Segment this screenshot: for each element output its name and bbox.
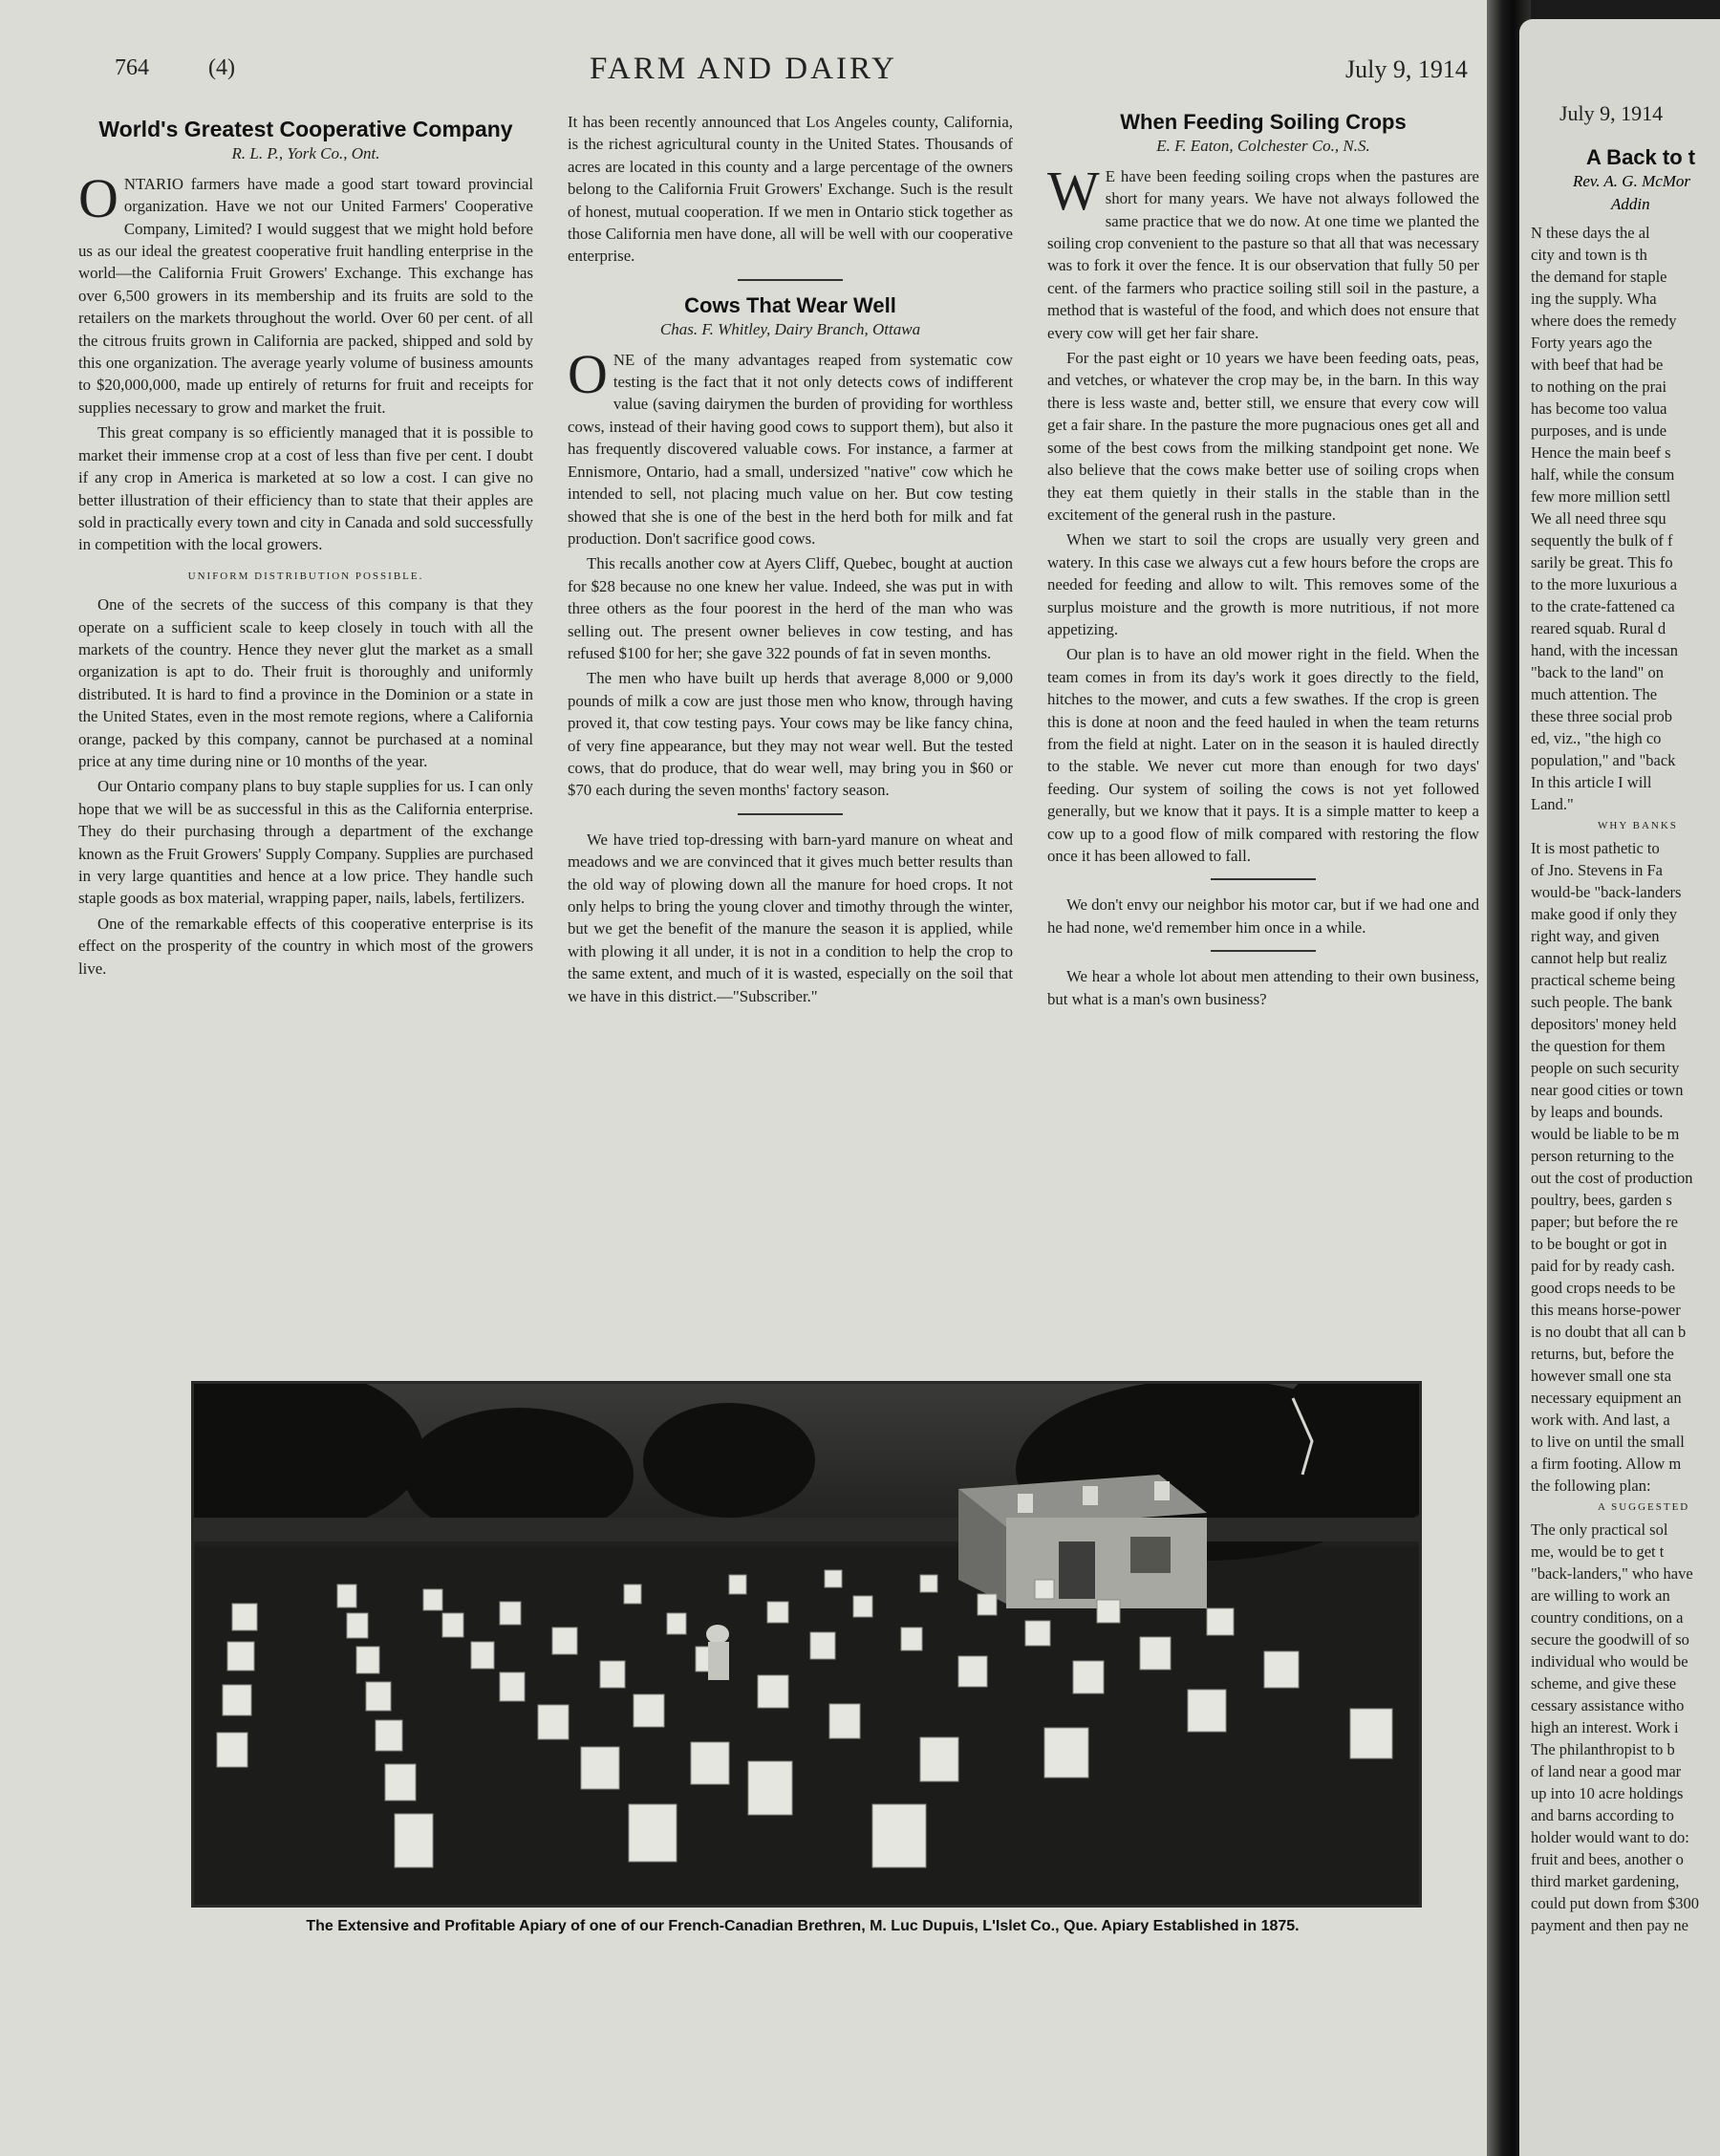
article-paragraph: Our Ontario company plans to buy staple supplies for us. I can only hope that we will be as successful in this as the California enterprise. They do their purchasing through a department of the exchange known as the Fruit Growers' Supply Company. Supplies are purchased in very large quantities and hence at a low price. They handle such staple goods as box material, wrapping paper, nails, labels, fertilizers. bbox=[78, 777, 533, 908]
right-article-line: It is most pathetic to bbox=[1531, 839, 1660, 857]
divider bbox=[1211, 878, 1316, 880]
right-article-line: We all need three squ bbox=[1531, 509, 1666, 528]
divider bbox=[738, 813, 843, 815]
right-article-line: sarily be great. This fo bbox=[1531, 553, 1673, 571]
right-article-line: and barns according to bbox=[1531, 1806, 1674, 1824]
right-article-line: the demand for staple bbox=[1531, 268, 1667, 286]
right-article-line: Forty years ago the bbox=[1531, 334, 1652, 352]
right-article-line: to the more luxurious a bbox=[1531, 575, 1678, 593]
section-subhead: UNIFORM DISTRIBUTION POSSIBLE. bbox=[187, 570, 424, 582]
right-article-line: individual who would be bbox=[1531, 1652, 1688, 1671]
right-article-line: "back to the land" on bbox=[1531, 663, 1665, 681]
section-number: (4) bbox=[208, 55, 235, 80]
right-article-line: to nothing on the prai bbox=[1531, 377, 1667, 396]
photo-caption: The Extensive and Profitable Apiary of one of our French-Canadian Brethren, M. Luc Dupuis, L'Islet Co., Que. Apiary Established in 1875. bbox=[306, 1918, 1300, 1934]
apiary-photo-drawing bbox=[194, 1384, 1419, 1905]
right-article-line: city and town is th bbox=[1531, 246, 1647, 264]
article-paragraph: One of the secrets of the success of this company is that they operate on a sufficient scale to keep closely in touch with all the markets of the country. Hence they never glut the market as a small organization is apt to do. Their fruit is thoroughly and uniformly distributed. It is hard to find a province in the Dominion or a state in the United States, even in the most remote regions, where a California orange, packed by this company, cannot be purchased at a nominal price at any time during nine or 10 months of the year. bbox=[78, 595, 533, 770]
article-paragraph: For the past eight or 10 years we have been feeding oats, peas, and vetches, or whatever the crop may be, in the barn. In this way there is less waste and, better still, we ensure that every cow will get a fair share. In the pasture the more pugnacious ones get all and some of the best cows from the milking standpoint get none. We also believe that the cows make better use of soiling crops when they eat them quietly in their stalls in the stable than in the excitement of the general rush in the pasture. bbox=[1047, 349, 1479, 524]
right-article-line: person returning to the bbox=[1531, 1147, 1674, 1165]
right-article-line: such people. The bank bbox=[1531, 993, 1673, 1011]
right-article-line: necessary equipment an bbox=[1531, 1389, 1682, 1407]
right-article-line: is no doubt that all can b bbox=[1531, 1323, 1687, 1341]
right-article-line: ing the supply. Wha bbox=[1531, 290, 1657, 308]
right-article-line: sequently the bulk of f bbox=[1531, 531, 1673, 550]
right-article-line: to be bought or got in bbox=[1531, 1235, 1667, 1253]
right-article-line: returns, but, before the bbox=[1531, 1345, 1674, 1363]
right-article-line: make good if only they bbox=[1531, 905, 1678, 923]
right-article-line: depositors' money held bbox=[1531, 1015, 1677, 1033]
right-article-line: could put down from $300 bbox=[1531, 1894, 1699, 1912]
article-paragraph: ONE of the many advantages reaped from systematic cow testing is the fact that it not only detects cows of indifferent value (saving dairymen the burden of providing for worthless cows, instead of their having good cows to support them), but also it has frequently discovered valuable cows. For instance, a farmer at Ennismore, Ontario, had a small, undersized "native" cow which he intended to sell, not placing much value on her. But cow testing showed that she is one of the best in the herd both for milk and fat production. Don't sacrifice good cows. bbox=[568, 342, 1013, 548]
right-article-line: these three social prob bbox=[1531, 707, 1672, 725]
right-article-line: In this article I will bbox=[1531, 773, 1652, 791]
article-paragraph: We hear a whole lot about men attending to their own business, but what is a man's own business? bbox=[1047, 967, 1479, 1008]
article-byline: E. F. Eaton, Colchester Co., N.S. bbox=[1156, 137, 1370, 156]
right-article-line: to live on until the small bbox=[1531, 1433, 1685, 1451]
right-article-line: hand, with the incessan bbox=[1531, 641, 1678, 659]
right-article-line: purposes, and is unde bbox=[1531, 421, 1667, 440]
right-article-line: a firm footing. Allow m bbox=[1531, 1455, 1682, 1473]
article-paragraph: W E have been feeding soiling crops when the pastures are short for many years. We have not always followed the same practice that we do now. At one time we planted the soiling crop convenient to the pasture so that all that was necessary was to fork it over the fence. It is our observation that fully 50 per cent. of the farmers who practice soiling still soil in the pasture, a method that is wasteful of the food, and which does not ensure that every cow will get her fair share. bbox=[1047, 159, 1479, 342]
right-article-line: with beef that had be bbox=[1531, 356, 1664, 374]
right-article-line: would be liable to be m bbox=[1531, 1125, 1680, 1143]
right-article-line: Hence the main beef s bbox=[1531, 443, 1671, 462]
page-number: 764 bbox=[115, 55, 149, 80]
right-article-line: to the crate-fattened ca bbox=[1531, 597, 1675, 615]
right-article-line: poultry, bees, garden s bbox=[1531, 1191, 1672, 1209]
wooden-shed bbox=[958, 1475, 1207, 1608]
right-article-title: A Back to t bbox=[1586, 145, 1696, 169]
right-article-line: holder would want to do: bbox=[1531, 1828, 1689, 1846]
article-paragraph: ONTARIO farmers have made a good start toward provincial organization. Have we not our United Farmers' Cooperative Company, Limited? I would suggest that we might hold before us as our ideal the greatest cooperative fruit handling enterprise in the world—the California Fruit Growers' Exchange. This exchange has over 6,500 growers in its membership and its fruits are sold to the retailers on the markets throughout the world. Over 60 per cent. of all the citrous fruits grown in California are packed, shipped and sold by this one organization. The average yearly volume of business amounts to $20,000,000, made up entirely of returns for fruit and receipts for supplies necessary to grow and market the fruit. bbox=[78, 166, 533, 417]
right-article-line: few more million settl bbox=[1531, 487, 1671, 506]
article-paragraph: When we start to soil the crops are usually very green and watery. In this case we always cut a few hours before the crops are needed for feeding and allow to wilt. This removes some of the surplus moisture and the growth is more nutritious, if not more appetizing. bbox=[1047, 530, 1479, 638]
right-article-line: much attention. The bbox=[1531, 685, 1658, 703]
right-article-line: of Jno. Stevens in Fa bbox=[1531, 861, 1663, 879]
right-article-line: scheme, and give these bbox=[1531, 1674, 1677, 1692]
drop-cap: O bbox=[568, 342, 608, 405]
right-article-line: paper; but before the re bbox=[1531, 1213, 1678, 1231]
right-article-line: the question for them bbox=[1531, 1037, 1666, 1055]
right-article-line: are willing to work an bbox=[1531, 1586, 1670, 1605]
beekeeper-figure bbox=[706, 1625, 729, 1680]
right-article-byline: Rev. A. G. McMor bbox=[1573, 172, 1691, 190]
article-paragraph: It has been recently announced that Los Angeles county, California, is the richest agricultural county in the United States. Thousands of acres are located in this county and a large percentage of the owners belong to the California Fruit Growers' Exchange. Such is the result of honest, mutual cooperation. If we men in Ontario stick together as those California men have done, all will be well with our cooperative enterprise. bbox=[568, 113, 1013, 266]
right-article-line: near good cities or town bbox=[1531, 1081, 1684, 1099]
article-byline: Chas. F. Whitley, Dairy Branch, Ottawa bbox=[659, 320, 921, 339]
right-article-line: "back-landers," who have bbox=[1531, 1564, 1693, 1583]
right-article-line: good crops needs to be bbox=[1531, 1279, 1676, 1297]
right-article-line: cessary assistance witho bbox=[1531, 1696, 1685, 1714]
right-article-text bbox=[1531, 222, 1720, 1936]
right-article-line: right way, and given bbox=[1531, 927, 1660, 945]
right-article-line: the following plan: bbox=[1531, 1477, 1651, 1495]
right-article-line: where does the remedy bbox=[1531, 312, 1677, 330]
right-article-line: has become too valua bbox=[1531, 399, 1667, 418]
right-article-line: payment and then pay ne bbox=[1531, 1916, 1688, 1934]
right-article-line: by leaps and bounds. bbox=[1531, 1103, 1664, 1121]
article-paragraph: Our plan is to have an old mower right in the field. When the team comes in from its day's work it goes directly to the field, hitches to the mower, and cuts a few swathes. If the crop is green this is done at noon and the feed hauled in when the team returns from the field at night. Later on in the season it is hauled directly to the stable. We never cut more than enough for two days' feeding. Our system of soiling the cows is not yet followed generally, but we know that it pays. It is a simple matter to keep a cow up to a good flow of milk compared with restoring the flow once it has been allowed to fall. bbox=[1047, 645, 1479, 865]
right-article-line: practical scheme being bbox=[1531, 971, 1676, 989]
right-article-byline-2: Addin bbox=[1611, 195, 1650, 213]
right-article-line: me, would be to get t bbox=[1531, 1542, 1665, 1561]
article-paragraph: The men who have built up herds that average 8,000 or 9,000 pounds of milk a cow are just those men who know, through having proved it, that cow testing pays. Your cows may be like fancy china, of very fine appearance, but they may not wear well. But the tested cows, that do produce, that do wear well, may bring you in $60 or $70 each during the seven months' factory season. bbox=[568, 669, 1013, 800]
issue-date: July 9, 1914 bbox=[1345, 55, 1468, 83]
right-article-line: work with. And last, a bbox=[1531, 1411, 1670, 1429]
right-article-line: Land." bbox=[1531, 795, 1574, 813]
right-article-line: cannot help but realiz bbox=[1531, 949, 1667, 967]
right-article-line: third market gardening, bbox=[1531, 1872, 1680, 1890]
column-2 bbox=[568, 111, 1013, 1010]
divider bbox=[1211, 950, 1316, 952]
right-article-line: secure the goodwill of so bbox=[1531, 1630, 1689, 1649]
column-3 bbox=[1047, 103, 1479, 1013]
right-article-line: N these days the al bbox=[1531, 224, 1650, 242]
article-byline: R. L. P., York Co., Ont. bbox=[231, 144, 380, 163]
article-paragraph: One of the remarkable effects of this cooperative enterprise is its effect on the prosperity of the country in which most of the growers live. bbox=[78, 914, 533, 978]
right-article-line: would-be "back-landers bbox=[1531, 883, 1682, 901]
right-article-line: paid for by ready cash. bbox=[1531, 1257, 1675, 1275]
right-article-line: however small one sta bbox=[1531, 1367, 1672, 1385]
right-article-line: out the cost of production bbox=[1531, 1169, 1693, 1187]
article-title: When Feeding Soiling Crops bbox=[1120, 110, 1407, 134]
right-article-line: up into 10 acre holdings bbox=[1531, 1784, 1684, 1802]
article-title: Cows That Wear Well bbox=[684, 292, 896, 317]
right-article-line: this means horse-power bbox=[1531, 1301, 1681, 1319]
article-paragraph: This great company is so efficiently managed that it is possible to market their immense crop at a cost of less than five per cent. I doubt if any crop in America is marketed at so low a cost. I can give no better illustration of their efficiency than to state that their apples are sold in practically every town and city in Canada and sold successfully in competition with the local growers. bbox=[78, 423, 533, 554]
article-title: World's Greatest Cooperative Company bbox=[98, 117, 513, 141]
column-1 bbox=[78, 103, 533, 982]
right-article-line: A SUGGESTED bbox=[1598, 1501, 1690, 1513]
drop-cap: W bbox=[1047, 159, 1100, 222]
right-article-line: high an interest. Work i bbox=[1531, 1718, 1679, 1736]
article-paragraph: This recalls another cow at Ayers Cliff, Quebec, bought at auction for $28 because no one knew her value. Indeed, she was put in with three others as the four poorest in the herd of the man who was selling out. The present owner believes in cow testing, and has refused $100 for her; she gave 322 pounds of fat in seven months. bbox=[568, 554, 1013, 662]
right-article-line: ed, viz., "the high co bbox=[1531, 729, 1662, 747]
right-article-line: The philanthropist to b bbox=[1531, 1740, 1675, 1758]
right-article-line: WHY BANKS bbox=[1598, 820, 1678, 831]
right-page bbox=[1519, 19, 1720, 2156]
article-paragraph: We don't envy our neighbor his motor car, but if we had one and he had none, we'd remember him once in a while. bbox=[1047, 895, 1479, 937]
right-article-line: of land near a good mar bbox=[1531, 1762, 1682, 1780]
right-article-line: The only practical sol bbox=[1531, 1520, 1668, 1539]
right-page-date: July 9, 1914 bbox=[1559, 101, 1664, 125]
article-paragraph: We have tried top-dressing with barn-yard manure on wheat and meadows and we are convinced that it gives much better results than the old way of plowing down all the manure for hoed crops. It not only helps to bring the young clover and timothy through the winter, but we get the benefit of the manure the season it is applied, while with plowing it all under, it is not in a condition to help the crop to the same extent, and much of it is wasted, especially on the soil that we have in this district.—"Subscriber." bbox=[568, 830, 1013, 1005]
apiary-photo bbox=[191, 1381, 1422, 1908]
drop-cap: O bbox=[78, 166, 118, 229]
right-article-line: half, while the consum bbox=[1531, 465, 1675, 484]
right-article-line: population," and "back bbox=[1531, 751, 1676, 769]
right-article-line: people on such security bbox=[1531, 1059, 1680, 1077]
divider bbox=[738, 279, 843, 281]
right-article-line: reared squab. Rural d bbox=[1531, 619, 1666, 637]
masthead-title: FARM AND DAIRY bbox=[590, 52, 897, 86]
right-article-line: fruit and bees, another o bbox=[1531, 1850, 1684, 1868]
right-article-line: country conditions, on a bbox=[1531, 1608, 1684, 1627]
